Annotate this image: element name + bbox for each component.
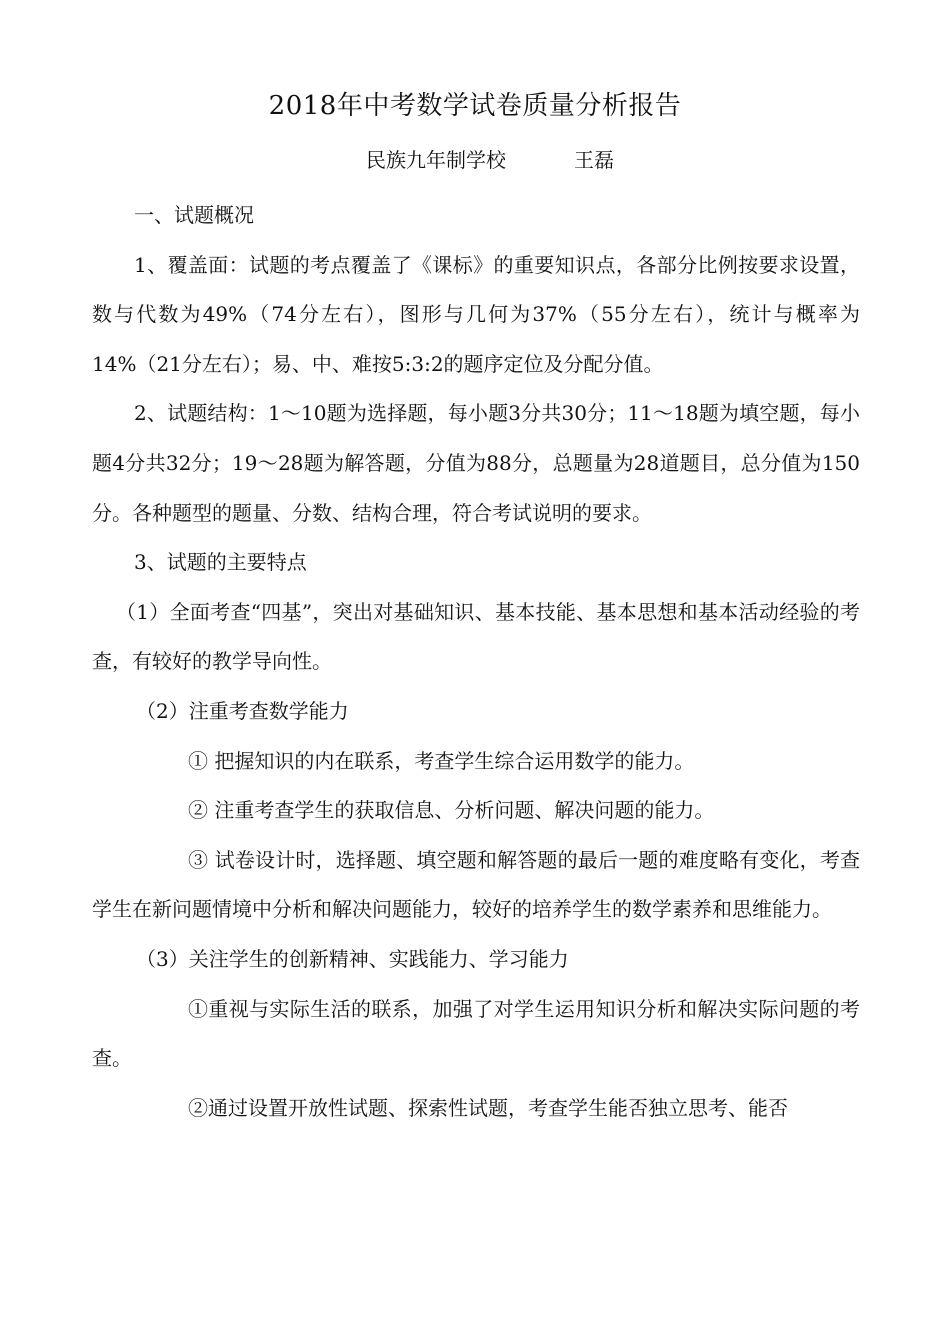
list-item-2-1: ① 把握知识的内在联系，考查学生综合运用数学的能力。: [188, 748, 695, 773]
paragraph-structure: 2、试题结构：1～10题为选择题，每小题3分共30分；11～18题为填空题，每小题4分共32分；19～28题为解答题，分值为88分，总题量为28道题目，总分值为150分。各种题型的题量、分数、结构合理，符合考试说明的要求。: [92, 401, 860, 525]
byline: [366, 144, 614, 176]
list-item-3-1: ①重视与实际生活的联系，加强了对学生运用知识分析和解决实际问题的考查。: [92, 996, 860, 1071]
school-name: 民族九年制学校: [366, 148, 506, 172]
list-item-2-2: ② 注重考查学生的获取信息、分析问题、解决问题的能力。: [188, 798, 715, 823]
section-heading: 一、试题概况: [134, 203, 254, 227]
paragraph-feature-2: （2）注重考查数学能力: [136, 698, 349, 723]
paragraph-feature-3: （3）关注学生的创新精神、实践能力、学习能力: [136, 946, 569, 971]
author-name: 王磊: [574, 148, 614, 172]
subheading-features: 3、试题的主要特点: [134, 550, 307, 575]
paragraph-feature-1: （1）全面考查“四基”，突出对基础知识、基本技能、基本思想和基本活动经验的考查，有较好的教学导向性。: [92, 599, 860, 674]
list-item-3-2: ②通过设置开放性试题、探索性试题，考查学生能否独立思考、能否: [188, 1095, 788, 1120]
list-item-2-3: ③ 试卷设计时，选择题、填空题和解答题的最后一题的难度略有变化，考查学生在新问题情境中分析和解决问题能力，较好的培养学生的数学素养和思维能力。: [92, 847, 860, 922]
document-body: [92, 191, 860, 1133]
paragraph-coverage: 1、覆盖面：试题的考点覆盖了《课标》的重要知识点，各部分比例按要求设置，数与代数为49%（74分左右），图形与几何为37%（55分左右），统计与概率为14%（21分左右）；易、中、难按5:3:2的题序定位及分配分值。: [92, 252, 860, 376]
document-title: 2018年中考数学试卷质量分析报告: [268, 91, 682, 121]
